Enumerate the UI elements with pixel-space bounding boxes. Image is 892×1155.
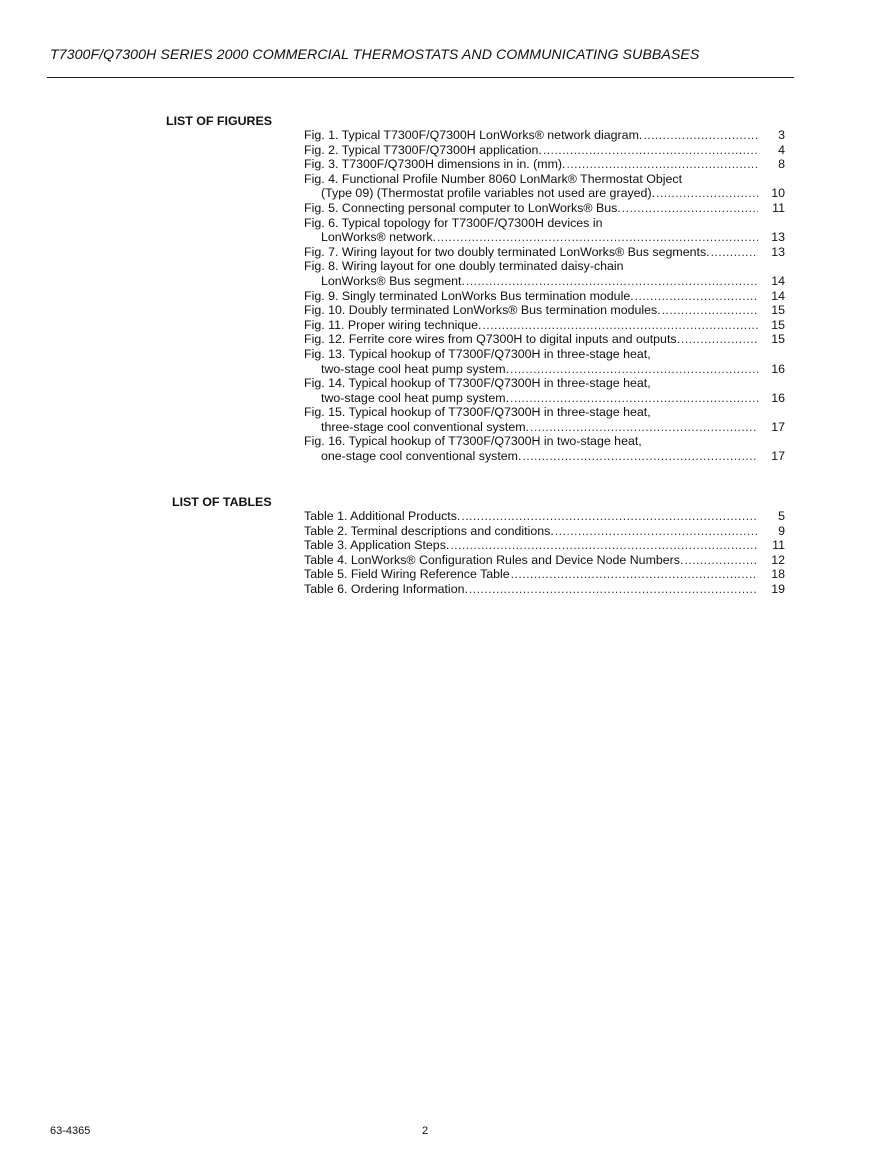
dot-leader: [461, 509, 758, 524]
figure-entry: [304, 318, 785, 333]
table-entry-page: 19: [771, 581, 785, 596]
figure-entry-text: Fig. 14. Typical hookup of T7300F/Q7300H in three-stage heat,: [304, 376, 651, 391]
table-entry: [304, 509, 785, 524]
figure-entry-line: [304, 201, 785, 216]
dot-leader: [510, 362, 758, 377]
table-entry-line: [304, 582, 785, 597]
figure-entry: [304, 128, 785, 143]
figure-entry-line: [304, 216, 785, 231]
figure-entry-page: 15: [771, 317, 785, 332]
dot-leader: [510, 391, 758, 406]
figure-entry-line: [304, 449, 785, 464]
figure-entry-page: 13: [771, 244, 785, 259]
figure-entry-page: 4: [778, 142, 785, 157]
table-entry: [304, 567, 785, 582]
figure-entry-text: (Type 09) (Thermostat profile variables not used are grayed).: [321, 186, 656, 201]
figure-entry-text: Fig. 15. Typical hookup of T7300F/Q7300H in three-stage heat,: [304, 405, 651, 420]
figure-entry: [304, 245, 785, 260]
table-entry-line: [304, 509, 785, 524]
figure-entry-text: Fig. 2. Typical T7300F/Q7300H application.: [304, 142, 542, 157]
figure-entry: [304, 201, 785, 216]
table-entry-line: [304, 524, 785, 539]
table-entry: [304, 582, 785, 597]
figure-entry: [304, 376, 785, 405]
running-header-title: T7300F/Q7300H SERIES 2000 COMMERCIAL THERMOSTATS AND COMMUNICATING SUBBASES: [50, 47, 700, 63]
table-entry-page: 18: [771, 567, 785, 582]
figure-entry: [304, 172, 785, 201]
figure-entry-text: LonWorks® Bus segment.: [321, 273, 465, 288]
figure-entry-text: Fig. 1. Typical T7300F/Q7300H LonWorks® network diagram.: [304, 128, 643, 142]
figure-entry-text: Fig. 6. Typical topology for T7300F/Q7300H devices in: [304, 215, 603, 230]
figure-entry-line: [304, 420, 785, 435]
figure-entry-line: [304, 362, 785, 377]
figures-heading: LIST OF FIGURES: [166, 114, 273, 128]
figure-entry-line: [304, 245, 785, 260]
table-entry-page: 5: [778, 509, 785, 523]
figure-entry: [304, 434, 785, 463]
dot-leader: [566, 157, 758, 172]
figure-entry-line: [304, 274, 785, 289]
figure-entry-page: 17: [771, 449, 785, 464]
table-entry-line: [304, 538, 785, 553]
figure-entry: [304, 157, 785, 172]
figure-entry-text: Fig. 7. Wiring layout for two doubly terminated LonWorks® Bus segments.: [304, 244, 710, 259]
figure-entry-text: Fig. 9. Singly terminated LonWorks Bus termination module.: [304, 288, 634, 303]
figure-entry-text: three-stage cool conventional system.: [321, 419, 529, 434]
figure-entry-text: Fig. 11. Proper wiring technique.: [304, 317, 482, 332]
dot-leader: [643, 128, 758, 143]
figure-entry-page: 13: [771, 230, 785, 245]
figure-entry: [304, 143, 785, 158]
dot-leader: [511, 567, 758, 582]
figure-entry-line: [304, 186, 785, 201]
figure-entry-text: Fig. 4. Functional Profile Number 8060 LonMark® Thermostat Object: [304, 171, 683, 186]
figure-entry-line: [304, 391, 785, 406]
figure-entry: [304, 289, 785, 304]
figure-entry-line: [304, 143, 785, 158]
dot-leader: [622, 201, 758, 216]
figure-entry-page: 16: [771, 390, 785, 405]
figure-entry-text: Fig. 3. T7300F/Q7300H dimensions in in. (mm).: [304, 157, 566, 172]
dot-leader: [466, 274, 758, 289]
dot-leader: [543, 143, 758, 158]
figure-entry-text: two-stage cool heat pump system.: [321, 390, 510, 405]
document-number: 63-4365: [50, 1125, 91, 1137]
figure-entry-text: Fig. 12. Ferrite core wires from Q7300H to digital inputs and outputs.: [304, 332, 681, 347]
figure-entry-line: [304, 157, 785, 172]
figure-entry-page: 14: [771, 288, 785, 303]
figure-entry-line: [304, 318, 785, 333]
table-entry-line: [304, 553, 785, 568]
table-entry: [304, 553, 785, 568]
dot-leader: [530, 420, 758, 435]
figure-entry-page: 3: [778, 128, 785, 142]
figure-entry-line: [304, 376, 785, 391]
figure-entry-line: [304, 434, 785, 449]
tables-heading: LIST OF TABLES: [172, 495, 272, 509]
dot-leader: [656, 186, 758, 201]
figure-entry-text: one-stage cool conventional system.: [321, 449, 522, 464]
figure-entry-line: [304, 289, 785, 304]
dot-leader: [635, 289, 758, 304]
figure-entry-page: 14: [771, 273, 785, 288]
figure-entry-line: [304, 347, 785, 362]
table-entry-text: Table 3. Application Steps.: [304, 538, 450, 553]
figure-entry: [304, 332, 785, 347]
dot-leader: [662, 303, 758, 318]
figure-entry-text: Fig. 10. Doubly terminated LonWorks® Bus termination modules.: [304, 303, 661, 318]
figure-entry: [304, 347, 785, 376]
figure-entry-text: Fig. 8. Wiring layout for one doubly terminated daisy-chain: [304, 259, 624, 274]
figure-entry-page: 16: [771, 361, 785, 376]
table-entry-text: Table 2. Terminal descriptions and conditions.: [304, 523, 554, 538]
dot-leader: [469, 582, 758, 597]
figure-entry: [304, 216, 785, 245]
table-entry-line: [304, 567, 785, 582]
table-entry-text: Table 6. Ordering Information.: [304, 581, 468, 596]
figure-entry-page: 10: [771, 186, 785, 201]
figure-entry: [304, 259, 785, 288]
table-entry-page: 9: [778, 523, 785, 538]
table-entry-text: Table 5. Field Wiring Reference Table: [304, 567, 510, 582]
tables-list: [304, 509, 785, 597]
figure-entry-line: [304, 128, 785, 143]
dot-leader: [555, 524, 758, 539]
table-entry: [304, 538, 785, 553]
table-entry: [304, 524, 785, 539]
dot-leader: [437, 230, 758, 245]
figures-list: [304, 128, 785, 464]
table-entry-page: 11: [772, 538, 785, 553]
dot-leader: [711, 245, 758, 260]
dot-leader: [684, 553, 758, 568]
figure-entry-text: Fig. 16. Typical hookup of T7300F/Q7300H in two-stage heat,: [304, 434, 642, 449]
table-entry-text: Table 4. LonWorks® Configuration Rules and Device Node Numbers.: [304, 552, 684, 567]
dot-leader: [482, 318, 758, 333]
figure-entry-page: 11: [772, 200, 785, 215]
figure-entry-text: LonWorks® network.: [321, 230, 436, 245]
figure-entry-page: 15: [771, 303, 785, 318]
figure-entry-page: 17: [771, 419, 785, 434]
figure-entry-text: Fig. 5. Connecting personal computer to LonWorks® Bus.: [304, 200, 621, 215]
page-number: 2: [422, 1125, 429, 1137]
figure-entry-text: Fig. 13. Typical hookup of T7300F/Q7300H in three-stage heat,: [304, 346, 651, 361]
table-entry-text: Table 1. Additional Products.: [304, 509, 461, 523]
figure-entry-page: 15: [771, 332, 785, 347]
figure-entry-line: [304, 405, 785, 420]
figure-entry-line: [304, 259, 785, 274]
figure-entry-line: [304, 332, 785, 347]
figure-entry-line: [304, 303, 785, 318]
table-entry-page: 12: [771, 552, 785, 567]
figure-entry-line: [304, 172, 785, 187]
figure-entry-text: two-stage cool heat pump system.: [321, 361, 510, 376]
header-divider: [47, 77, 794, 78]
dot-leader: [450, 538, 758, 553]
dot-leader: [681, 332, 758, 347]
figure-entry: [304, 303, 785, 318]
dot-leader: [522, 449, 758, 464]
figure-entry-page: 8: [778, 157, 785, 172]
figure-entry: [304, 405, 785, 434]
figure-entry-line: [304, 230, 785, 245]
